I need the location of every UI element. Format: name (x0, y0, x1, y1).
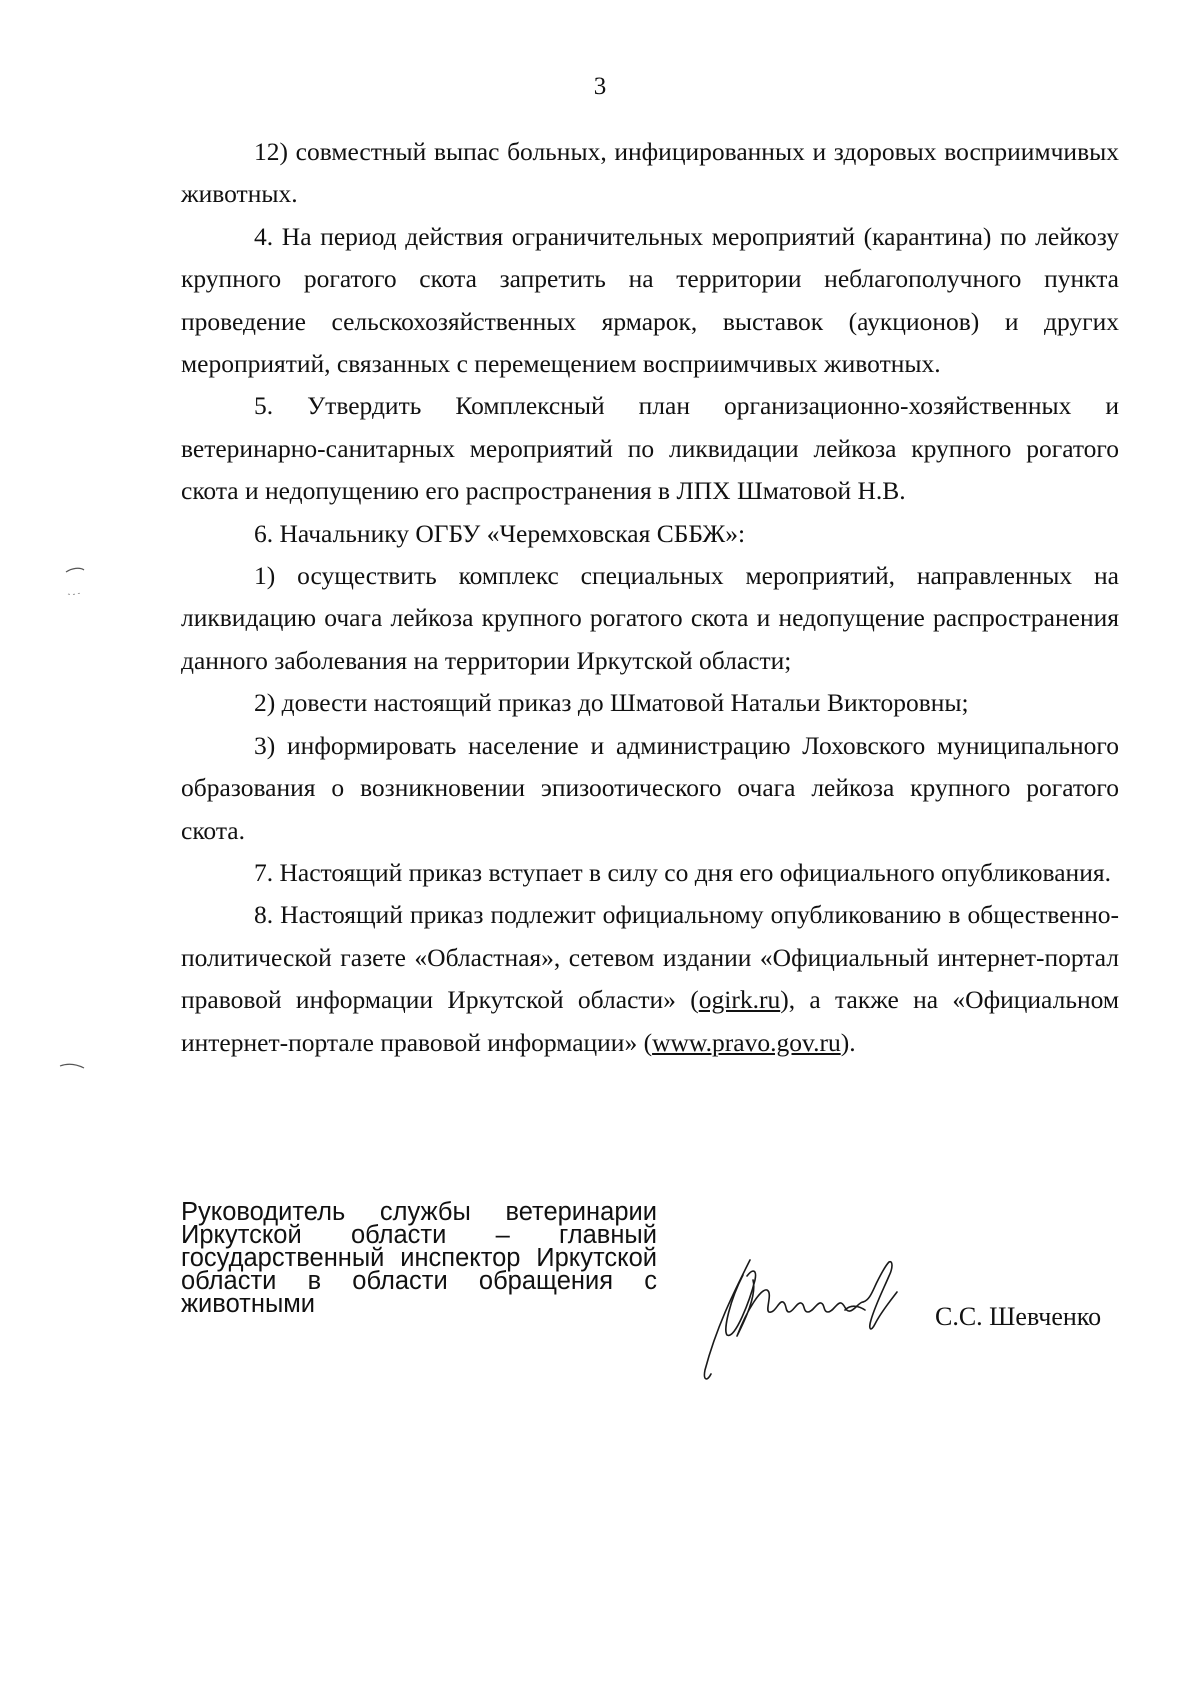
scan-margin-mark (62, 564, 88, 600)
paragraph-6-3: 3) информировать население и администрацию Лоховского муниципального образования о возникновении эпизоотического очага лейкоза крупного рогатого скота. (181, 730, 1119, 845)
publication-text-1: 8. Настоящий приказ подлежит официальному опубликованию в общественно-политической газете «Областная», сетевом издании «Официальный интернет-портал правовой информации Иркутской области» ( (181, 900, 1119, 1015)
scan-margin-mark (58, 1060, 88, 1072)
paragraph-6-1: 1) осуществить комплекс специальных мероприятий, направленных на ликвидацию очага лейкоза крупного рогатого скота и недопущение распространения данного заболевания на территории Иркутской области; (181, 561, 1119, 675)
publication-text-2: ), а также на «Официальном интернет-портале правовой информации» ( (181, 985, 1119, 1057)
ogirk-link[interactable]: ogirk.ru (698, 985, 781, 1015)
paragraph-5: 5. Утвердить Комплексный план организационно-хозяйственных и ветеринарно-санитарных мероприятий по ликвидации лейкоза крупного рогатого скота и недопущению его распространения в ЛПХ Шматовой Н.В. (181, 391, 1119, 506)
publication-text-3: ). (840, 1027, 856, 1057)
page-number: 3 (593, 73, 607, 100)
signer-name: С.С. Шевченко (935, 1302, 1102, 1331)
handwritten-signature (695, 1240, 945, 1390)
paragraph-8 (181, 894, 1119, 1064)
paragraph-12: 12) совместный выпас больных, инфицированных и здоровых восприимчивых животных. (181, 137, 1119, 209)
paragraph-6: 6. Начальнику ОГБУ «Черемховская СББЖ»: (254, 518, 746, 548)
document-body (181, 131, 1119, 1064)
paragraph-6-2: 2) довести настоящий приказ до Шматовой Натальи Викторовны; (254, 688, 969, 718)
pravo-gov-link[interactable]: www.pravo.gov.ru (652, 1027, 841, 1057)
paragraph-4: 4. На период действия ограничительных мероприятий (карантина) по лейкозу крупного рогатого скота запретить на территории неблагополучного пункта проведение сельскохозяйственных ярмарок, выставок (аукционов) и других мероприятий, связанных с перемещением восприимчивых животных. (181, 221, 1119, 379)
paragraph-7: 7. Настоящий приказ вступает в силу со дня его официального опубликования. (254, 857, 1111, 887)
signer-position: Руководитель службы ветеринарии Иркутской области – главный государственный инспектор Иркутской области в области обращения с животными (181, 1198, 657, 1318)
